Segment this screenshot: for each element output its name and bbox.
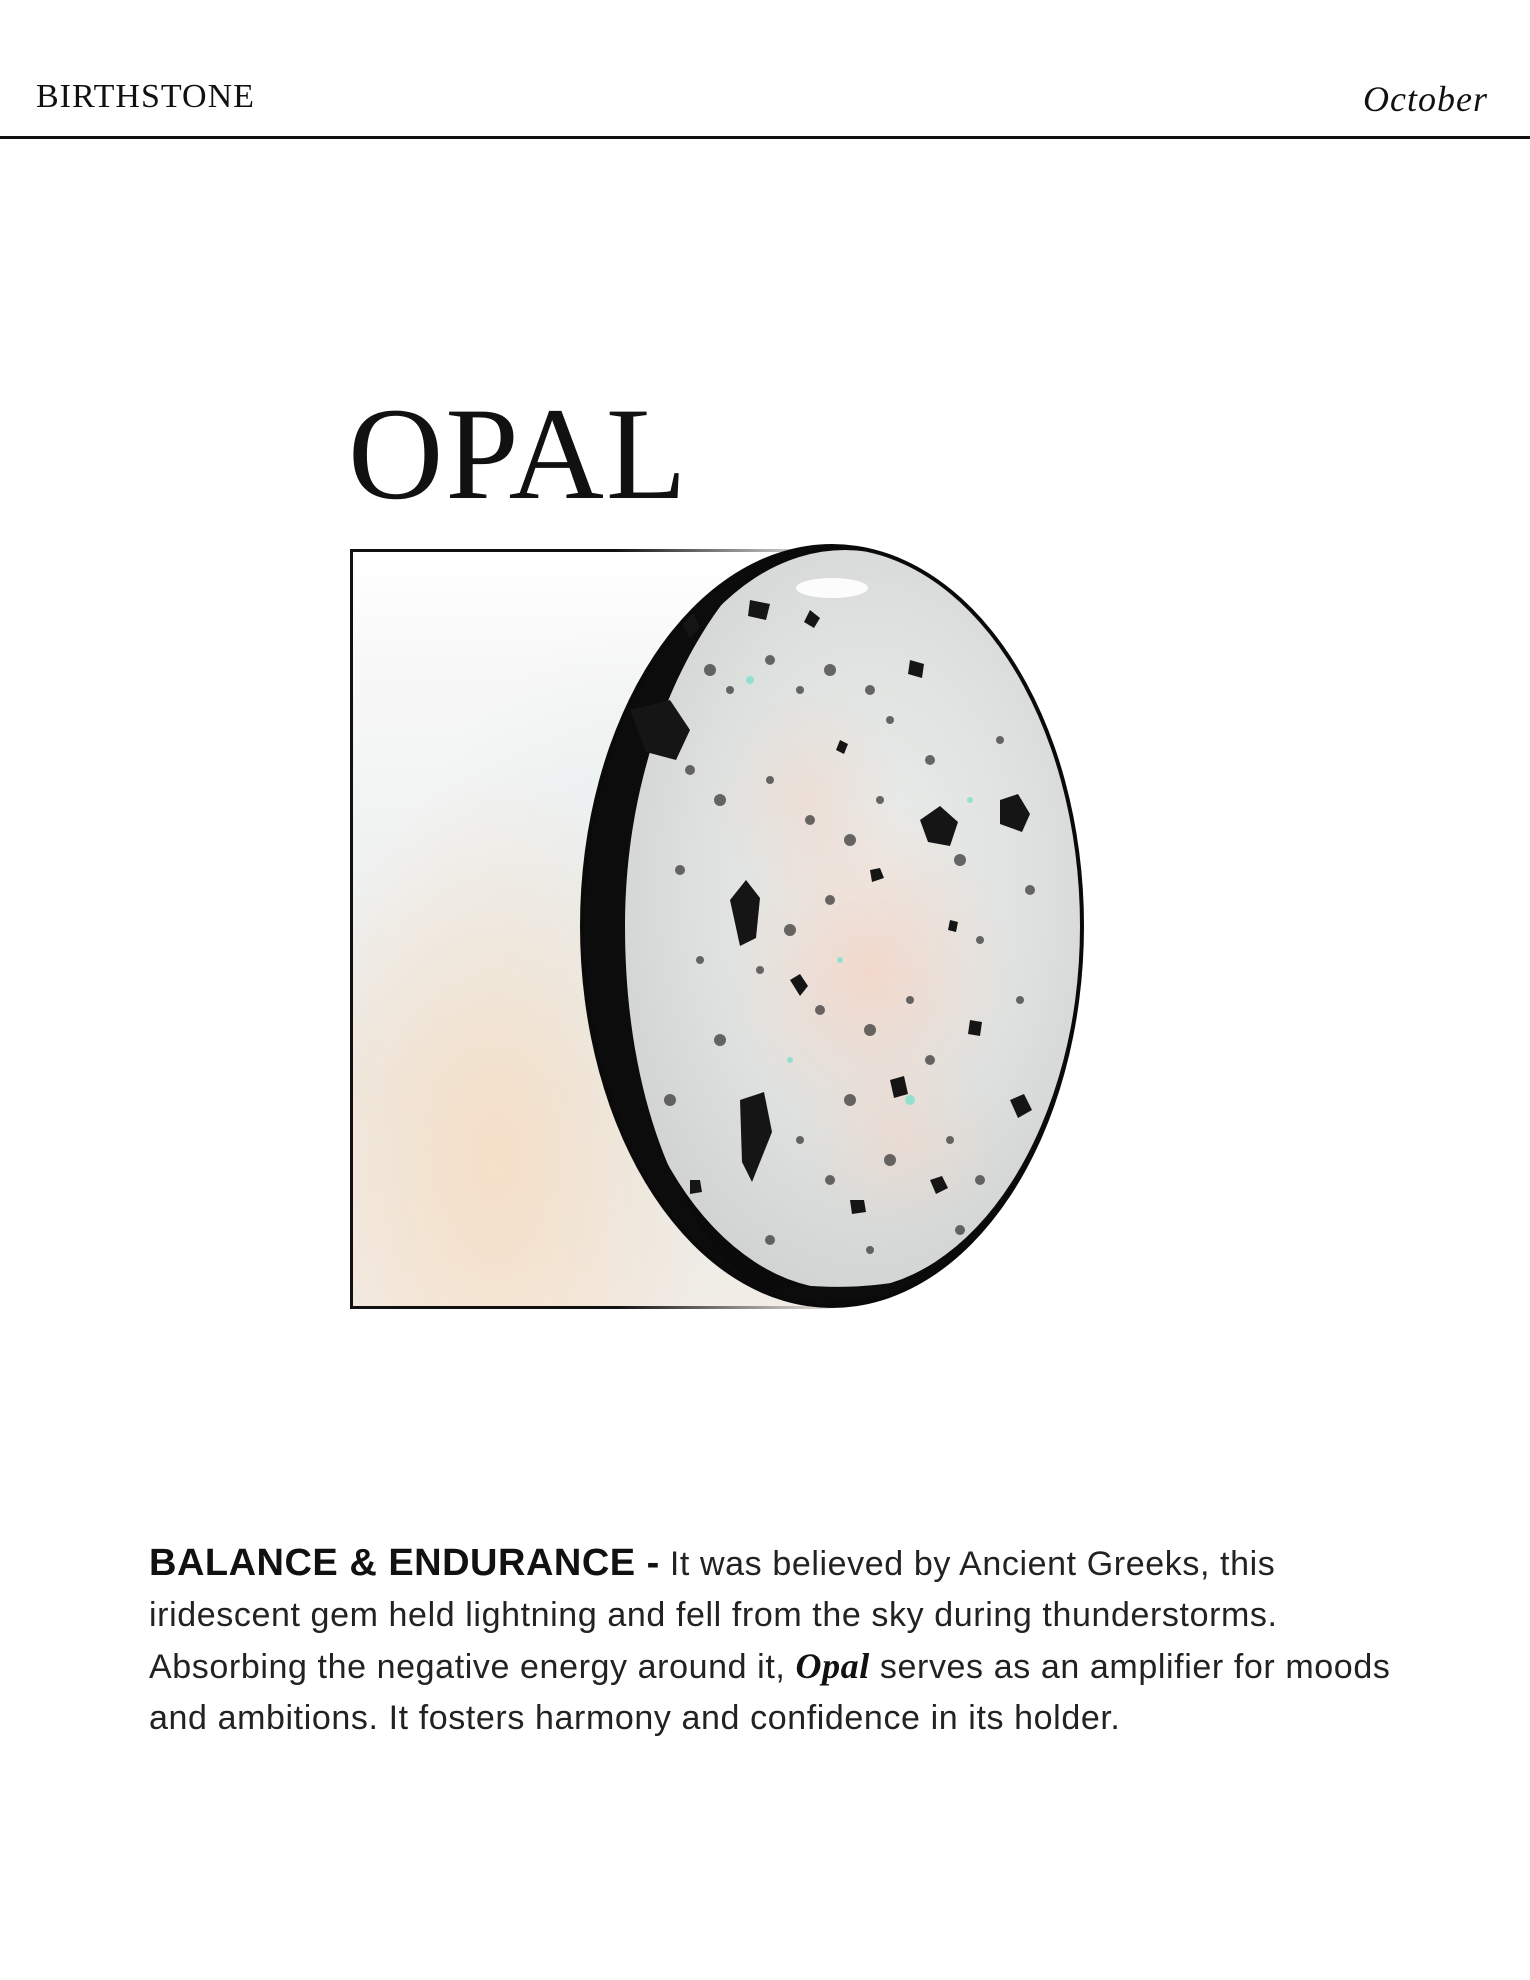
description-text-part-1: It was believed by Ancient Greeks, this iridescent gem held lightning and fell from the sky during thunderstorms. Absorbing the negative energy around it, bbox=[149, 1545, 1278, 1686]
gem-description bbox=[149, 1538, 1399, 1744]
header-label-birthstone: BIRTHSTONE bbox=[36, 78, 255, 115]
description-gem-name: Opal bbox=[795, 1646, 870, 1686]
description-text-part-2: serves as an amplifier for moods and ambitions. It fosters harmony and confidence in its holder. bbox=[149, 1648, 1391, 1737]
description-lead: BALANCE & ENDURANCE - bbox=[149, 1542, 660, 1584]
page-title: OPAL bbox=[348, 380, 689, 527]
opal-gem-illustration bbox=[570, 540, 1090, 1312]
page-header bbox=[0, 0, 1530, 139]
header-label-month: October bbox=[1363, 79, 1488, 119]
